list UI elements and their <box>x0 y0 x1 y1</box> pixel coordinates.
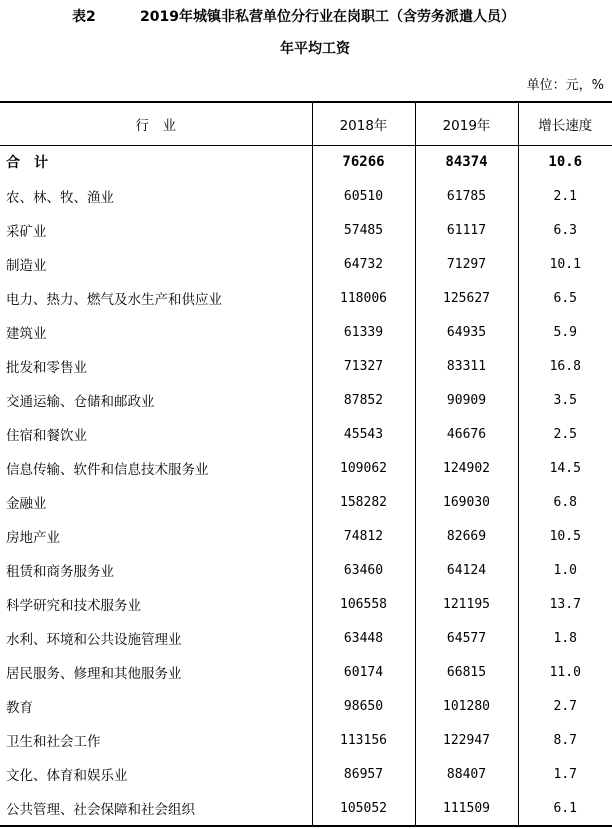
table-row <box>0 315 612 349</box>
growth-cell: 3.5 <box>518 383 612 417</box>
table-row <box>0 791 612 826</box>
growth-cell: 14.5 <box>518 451 612 485</box>
wage-2019-cell: 121195 <box>415 587 518 621</box>
table-row <box>0 655 612 689</box>
wage-2018-cell: 118006 <box>312 281 415 315</box>
industry-cell: 金融业 <box>6 496 47 512</box>
header-growth: 增长速度 <box>518 102 612 145</box>
wage-2019-cell: 46676 <box>415 417 518 451</box>
wage-2018-cell: 74812 <box>312 519 415 553</box>
industry-cell: 公共管理、社会保障和社会组织 <box>0 791 312 826</box>
wage-2019-cell: 122947 <box>415 723 518 757</box>
growth-cell: 11.0 <box>518 655 612 689</box>
industry-cell: 农、林、牧、渔业 <box>6 190 114 206</box>
wage-2018-cell: 109062 <box>312 451 415 485</box>
table-header <box>0 102 612 145</box>
growth-cell: 2.1 <box>518 179 612 213</box>
growth-cell: 6.5 <box>518 281 612 315</box>
industry-cell: 房地产业 <box>6 530 60 546</box>
header-row <box>0 102 612 145</box>
growth-cell: 2.5 <box>518 417 612 451</box>
industry-cell: 卫生和社会工作 <box>6 734 101 750</box>
industry-cell: 制造业 <box>6 258 47 274</box>
table-row <box>0 383 612 417</box>
table-row <box>0 349 612 383</box>
growth-cell: 8.7 <box>518 723 612 757</box>
table-row <box>0 553 612 587</box>
table-row <box>0 723 612 757</box>
table-row <box>0 451 612 485</box>
table-row <box>0 689 612 723</box>
wage-2018-cell: 76266 <box>312 145 415 179</box>
unit-label: 单位：元，% <box>526 78 604 93</box>
table-row <box>0 179 612 213</box>
wage-2019-cell: 169030 <box>415 485 518 519</box>
table-body <box>0 145 612 826</box>
wage-2018-cell: 60174 <box>312 655 415 689</box>
growth-cell: 10.5 <box>518 519 612 553</box>
wage-2019-cell: 61785 <box>415 179 518 213</box>
wage-2019-cell: 101280 <box>415 689 518 723</box>
industry-cell: 科学研究和技术服务业 <box>6 598 141 614</box>
industry-cell: 居民服务、修理和其他服务业 <box>6 666 182 682</box>
wage-2019-cell: 71297 <box>415 247 518 281</box>
growth-cell: 10.1 <box>518 247 612 281</box>
wage-2018-cell: 158282 <box>312 485 415 519</box>
wage-2019-cell: 84374 <box>415 145 518 179</box>
growth-cell: 6.3 <box>518 213 612 247</box>
industry-cell: 教育 <box>6 700 33 716</box>
wage-2019-cell: 125627 <box>415 281 518 315</box>
wage-2019-cell: 124902 <box>415 451 518 485</box>
wage-table <box>0 101 612 827</box>
wage-2019-cell: 88407 <box>415 757 518 791</box>
wage-2018-cell: 57485 <box>312 213 415 247</box>
wage-2019-cell: 61117 <box>415 213 518 247</box>
wage-2019-cell: 111509 <box>415 791 518 826</box>
growth-cell: 10.6 <box>518 145 612 179</box>
wage-2019-cell: 83311 <box>415 349 518 383</box>
total-row <box>0 145 612 179</box>
wage-2018-cell: 86957 <box>312 757 415 791</box>
wage-2018-cell: 45543 <box>312 417 415 451</box>
wage-2018-cell: 63460 <box>312 553 415 587</box>
wage-2019-cell: 64124 <box>415 553 518 587</box>
table-label: 表2 <box>72 9 96 25</box>
header-2019: 2019年 <box>415 102 518 145</box>
industry-cell: 合 计 <box>6 155 48 172</box>
industry-cell: 租赁和商务服务业 <box>6 564 114 580</box>
industry-cell: 信息传输、软件和信息技术服务业 <box>6 462 209 478</box>
wage-2018-cell: 113156 <box>312 723 415 757</box>
wage-2018-cell: 87852 <box>312 383 415 417</box>
industry-cell: 电力、热力、燃气及水生产和供应业 <box>6 292 222 308</box>
table-row <box>0 485 612 519</box>
table-row <box>0 621 612 655</box>
industry-cell: 住宿和餐饮业 <box>6 428 87 444</box>
table-title-line2: 年平均工资 <box>280 41 350 57</box>
industry-cell: 交通运输、仓储和邮政业 <box>6 394 155 410</box>
industry-cell: 建筑业 <box>6 326 47 342</box>
wage-2018-cell: 106558 <box>312 587 415 621</box>
wage-2018-cell: 98650 <box>312 689 415 723</box>
growth-cell: 5.9 <box>518 315 612 349</box>
table-row <box>0 587 612 621</box>
wage-2018-cell: 71327 <box>312 349 415 383</box>
wage-2019-cell: 66815 <box>415 655 518 689</box>
wage-2019-cell: 64577 <box>415 621 518 655</box>
industry-cell: 批发和零售业 <box>6 360 87 376</box>
wage-2018-cell: 60510 <box>312 179 415 213</box>
wage-2019-cell: 82669 <box>415 519 518 553</box>
title-row <box>0 6 612 28</box>
wage-2019-cell: 90909 <box>415 383 518 417</box>
table-row <box>0 247 612 281</box>
wage-2018-cell: 105052 <box>312 791 415 826</box>
growth-cell: 1.0 <box>518 553 612 587</box>
industry-cell: 文化、体育和娱乐业 <box>6 768 128 784</box>
table-row <box>0 213 612 247</box>
growth-cell: 2.7 <box>518 689 612 723</box>
table-title: 2019年城镇非私营单位分行业在岗职工（含劳务派遣人员） <box>140 9 515 25</box>
table-row <box>0 281 612 315</box>
growth-cell: 6.1 <box>518 791 612 826</box>
header-industry: 行 业 <box>0 102 312 145</box>
table-row <box>0 519 612 553</box>
growth-cell: 16.8 <box>518 349 612 383</box>
growth-cell: 13.7 <box>518 587 612 621</box>
growth-cell: 1.7 <box>518 757 612 791</box>
industry-cell: 水利、环境和公共设施管理业 <box>6 632 182 648</box>
industry-cell: 采矿业 <box>6 224 47 240</box>
wage-2018-cell: 64732 <box>312 247 415 281</box>
table-row <box>0 417 612 451</box>
wage-2019-cell: 64935 <box>415 315 518 349</box>
growth-cell: 1.8 <box>518 621 612 655</box>
header-2018: 2018年 <box>312 102 415 145</box>
growth-cell: 6.8 <box>518 485 612 519</box>
table-row <box>0 757 612 791</box>
wage-2018-cell: 63448 <box>312 621 415 655</box>
wage-2018-cell: 61339 <box>312 315 415 349</box>
